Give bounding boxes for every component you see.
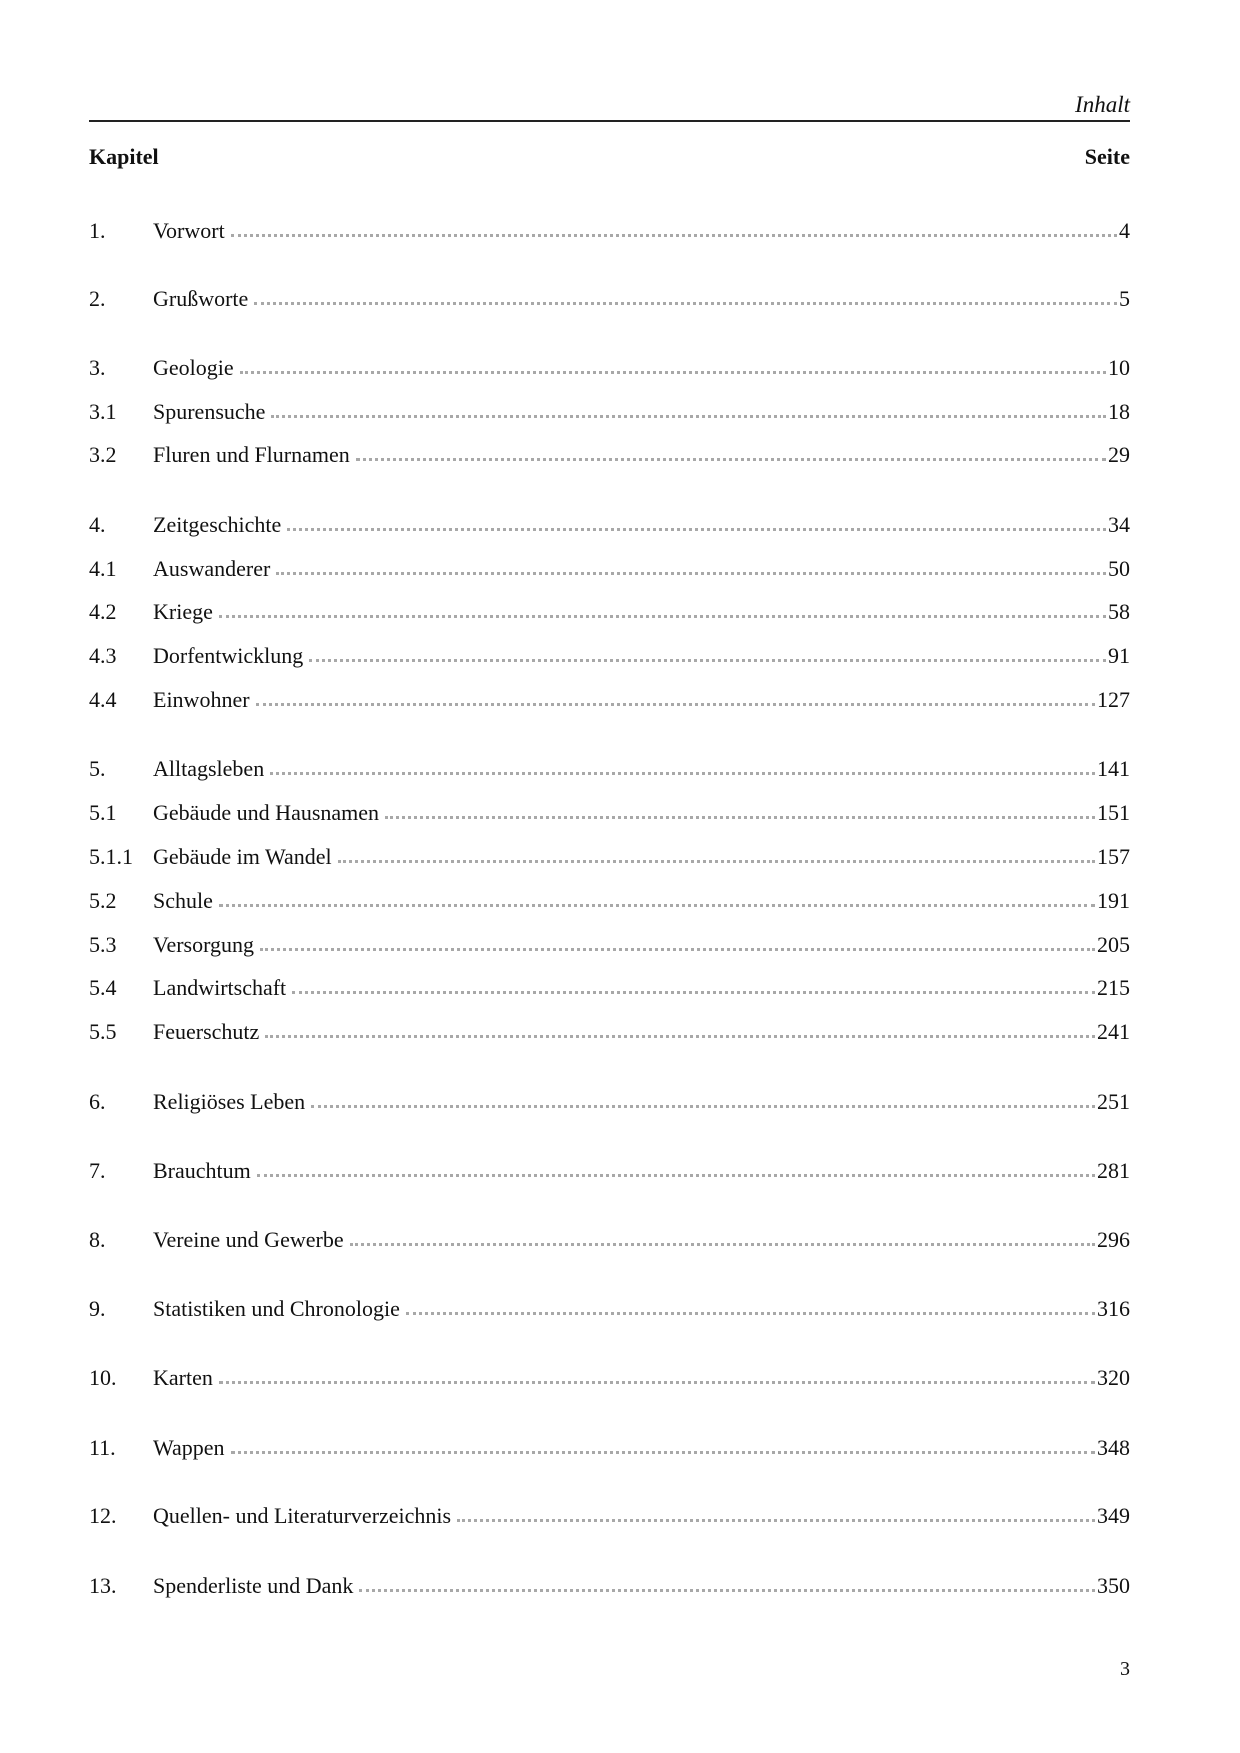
toc-entry-number: 1. (89, 218, 106, 243)
dot-leader (309, 659, 1106, 662)
toc-entry-number: 12. (89, 1503, 117, 1528)
toc-entry-title: Versorgung (153, 932, 255, 957)
toc-entry-title: Religiöses Leben (153, 1089, 306, 1114)
toc-entry[interactable] (89, 796, 1130, 830)
toc-entry-page: 296 (1097, 1227, 1130, 1252)
dot-leader (219, 1381, 1095, 1384)
toc-entry[interactable] (89, 1223, 1130, 1257)
toc-entry[interactable] (89, 1431, 1130, 1465)
toc-entry-title: Gebäude im Wandel (153, 844, 332, 869)
toc-entry-page: 127 (1097, 687, 1130, 712)
toc-entry-page: 18 (1108, 399, 1130, 424)
column-header-chapter: Kapitel (89, 144, 159, 169)
dot-leader (260, 948, 1095, 951)
toc-entry-number: 4.4 (89, 687, 117, 712)
toc-entry-page: 320 (1097, 1365, 1130, 1390)
toc-entry-number: 8. (89, 1227, 106, 1252)
toc-entry-number: 5.3 (89, 932, 117, 957)
dot-leader (338, 860, 1095, 863)
toc-entry[interactable] (89, 508, 1130, 542)
toc-entry-page: 29 (1108, 442, 1130, 467)
dot-leader (311, 1105, 1095, 1108)
dot-leader (265, 1035, 1095, 1038)
toc-entry-page: 281 (1097, 1158, 1130, 1183)
dot-leader (231, 1451, 1095, 1454)
toc-entry[interactable] (89, 438, 1130, 472)
toc-entry-title: Spenderliste und Dank (153, 1573, 354, 1598)
dot-leader (359, 1589, 1095, 1592)
toc-entry-title: Auswanderer (153, 556, 271, 581)
column-header-page: Seite (1084, 144, 1130, 169)
toc-entry-number: 4.3 (89, 643, 117, 668)
toc-entry-page: 4 (1119, 218, 1130, 243)
dot-leader (271, 415, 1106, 418)
toc-entry-title: Fluren und Flurnamen (153, 442, 350, 467)
toc-entry-page: 50 (1108, 556, 1130, 581)
toc-entry-page: 91 (1108, 643, 1130, 668)
toc-entry[interactable] (89, 1569, 1130, 1603)
dot-leader (219, 615, 1106, 618)
toc-entry-title: Dorfentwicklung (153, 643, 304, 668)
dot-leader (240, 371, 1106, 374)
toc-entry-title: Vereine und Gewerbe (153, 1227, 344, 1252)
toc-entry[interactable] (89, 1361, 1130, 1395)
toc-entry[interactable] (89, 683, 1130, 717)
dot-leader (385, 816, 1095, 819)
toc-entry[interactable] (89, 971, 1130, 1005)
toc-entry[interactable] (89, 1499, 1130, 1533)
toc-entry-number: 11. (89, 1435, 116, 1460)
toc-entry-page: 10 (1108, 355, 1130, 380)
toc-entry[interactable] (89, 1015, 1130, 1049)
toc-entry-number: 4.2 (89, 599, 117, 624)
toc-entry-number: 5.4 (89, 975, 117, 1000)
toc-entry-title: Gebäude und Hausnamen (153, 800, 380, 825)
toc-entry-page: 141 (1097, 756, 1130, 781)
dot-leader (276, 572, 1106, 575)
dot-leader (256, 703, 1095, 706)
toc-entry[interactable] (89, 595, 1130, 629)
toc-entry-page: 215 (1097, 975, 1130, 1000)
toc-entry-page: 349 (1097, 1503, 1130, 1528)
dot-leader (287, 528, 1106, 531)
toc-entry-number: 3.1 (89, 399, 117, 424)
toc-entry-title: Wappen (153, 1435, 225, 1460)
toc-entry-number: 13. (89, 1573, 117, 1598)
dot-leader (219, 904, 1095, 907)
toc-entry-page: 191 (1097, 888, 1130, 913)
toc-entry-page: 241 (1097, 1019, 1130, 1044)
toc-entry-title: Karten (153, 1365, 213, 1390)
toc-entry[interactable] (89, 1292, 1130, 1326)
toc-entry-title: Vorwort (153, 218, 225, 243)
dot-leader (350, 1243, 1095, 1246)
toc-entry-page: 157 (1097, 844, 1130, 869)
toc-entry[interactable] (89, 752, 1130, 786)
toc-entry[interactable] (89, 552, 1130, 586)
toc-entry-title: Spurensuche (153, 399, 266, 424)
toc-entry-title: Schule (153, 888, 213, 913)
toc-entry-page: 251 (1097, 1089, 1130, 1114)
toc-entry-page: 34 (1108, 512, 1130, 537)
toc-entry-page: 5 (1119, 286, 1130, 311)
toc-entry-title: Feuerschutz (153, 1019, 260, 1044)
toc-entry[interactable] (89, 214, 1130, 248)
toc-entry-number: 10. (89, 1365, 117, 1390)
dot-leader (457, 1519, 1095, 1522)
dot-leader (254, 302, 1117, 305)
toc-entry[interactable] (89, 639, 1130, 673)
toc-entry-title: Grußworte (153, 286, 249, 311)
toc-entry[interactable] (89, 884, 1130, 918)
dot-leader (292, 991, 1095, 994)
toc-entry-number: 4.1 (89, 556, 117, 581)
toc-entry-page: 151 (1097, 800, 1130, 825)
toc-entry[interactable] (89, 351, 1130, 385)
toc-entry-number: 5.5 (89, 1019, 117, 1044)
toc-entry-title: Brauchtum (153, 1158, 251, 1183)
page-number: 3 (1120, 1658, 1130, 1680)
dot-leader (257, 1174, 1095, 1177)
running-head: Inhalt (1075, 92, 1130, 117)
toc-entry-number: 2. (89, 286, 106, 311)
toc-entry-title: Statistiken und Chronologie (153, 1296, 400, 1321)
toc-entry-title: Kriege (153, 599, 213, 624)
toc-entry-title: Landwirtschaft (153, 975, 287, 1000)
header-rule (89, 120, 1130, 122)
toc-entry-number: 3.2 (89, 442, 117, 467)
toc-entry-number: 7. (89, 1158, 106, 1183)
toc-entry-number: 6. (89, 1089, 106, 1114)
toc-entry-number: 5. (89, 756, 106, 781)
toc-entry-title: Zeitgeschichte (153, 512, 282, 537)
toc-entry-title: Einwohner (153, 687, 250, 712)
toc-entry-title: Quellen- und Literaturverzeichnis (153, 1503, 452, 1528)
toc-entry-page: 316 (1097, 1296, 1130, 1321)
toc-entry-page: 350 (1097, 1573, 1130, 1598)
toc-entry-number: 4. (89, 512, 106, 537)
toc-entry[interactable] (89, 1154, 1130, 1188)
toc-entry-page: 348 (1097, 1435, 1130, 1460)
dot-leader (356, 458, 1106, 461)
toc-entry-page: 58 (1108, 599, 1130, 624)
dot-leader (231, 234, 1117, 237)
toc-entry[interactable] (89, 395, 1130, 429)
toc-entry-number: 5.1 (89, 800, 117, 825)
toc-entry[interactable] (89, 928, 1130, 962)
dot-leader (406, 1312, 1095, 1315)
toc-entry-title: Alltagsleben (153, 756, 265, 781)
toc-entry-number: 3. (89, 355, 106, 380)
toc-entry[interactable] (89, 1085, 1130, 1119)
dot-leader (270, 772, 1095, 775)
toc-entry-number: 5.2 (89, 888, 117, 913)
toc-entry-number: 5.1.1 (89, 844, 133, 869)
toc-entry-page: 205 (1097, 932, 1130, 957)
toc-entry-number: 9. (89, 1296, 106, 1321)
toc-entry-title: Geologie (153, 355, 234, 380)
toc-entry[interactable] (89, 282, 1130, 316)
toc-entry[interactable] (89, 840, 1130, 874)
